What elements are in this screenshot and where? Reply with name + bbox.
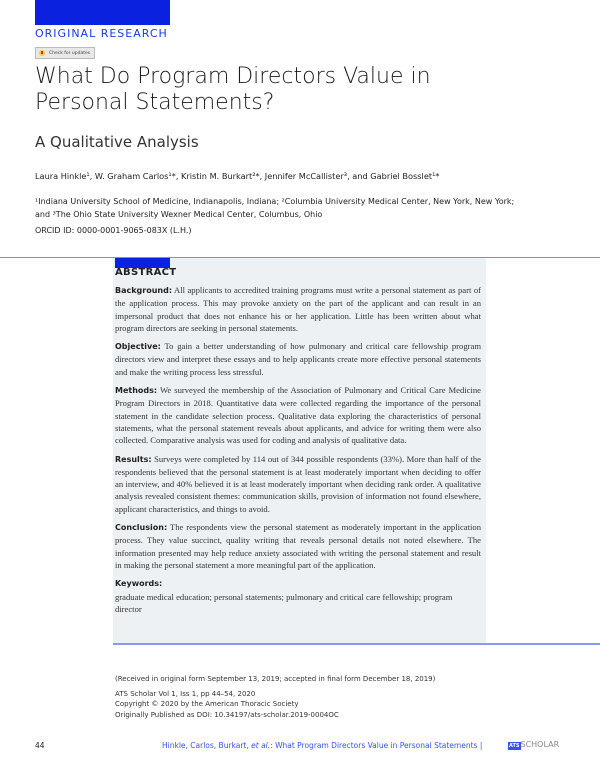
badge-label: Check for updates: [49, 51, 91, 56]
section-text: To gain a better understanding of how pulmonary and critical care fellowship program directors view and interpret these essays and to help applicants create more effective personal statements and make the writing process less stressful.: [115, 341, 481, 377]
affiliation-line: ¹Indiana University School of Medicine, Indianapolis, Indiana; ²Columbia University Medical Center, New York, New York;: [35, 197, 515, 206]
abstract-heading: ABSTRACT: [115, 267, 177, 278]
copyright: Copyright © 2020 by the American Thoracic Society: [115, 700, 299, 708]
abstract-background: [115, 284, 481, 334]
orcid-id: ORCID ID: 0000-0001-9065-083X (L.H.): [35, 226, 192, 235]
running-head-authors: Hinkle, Carlos, Burkart,: [162, 741, 252, 750]
abstract-body: [115, 284, 481, 621]
abstract-results: [115, 453, 481, 515]
received-dates: (Received in original form September 13, 2019; accepted in final form December 18, 2019): [115, 675, 436, 683]
article-subtitle: A Qualitative Analysis: [35, 133, 199, 151]
affiliations: [35, 195, 575, 221]
page-number: 44: [35, 741, 45, 750]
header-color-block: [35, 0, 170, 25]
citation: ATS Scholar Vol 1, Iss 1, pp 44–54, 2020: [115, 689, 256, 698]
title-line: What Do Program Directors Value in: [35, 64, 431, 89]
section-label: Conclusion:: [115, 523, 168, 533]
keywords-label: Keywords:: [115, 579, 163, 589]
section-text: Surveys were completed by 114 out of 344 possible respondents (33%). More than half of the respondents believed that the personal statement is at least moderately important when deciding to offer an interview, and 40% believed it is at least moderately important when deciding rank order. A qualitative analysis revealed consistent themes: communication skills, provision of information not found elsewhere, applicant characteristics, and things to avoid.: [115, 453, 481, 514]
divider: [113, 643, 600, 645]
logo-scholar: SCHOLAR: [520, 740, 560, 749]
abstract-keywords: [115, 577, 481, 615]
logo-ats: ATS: [509, 743, 520, 749]
abstract-methods: [115, 384, 481, 446]
section-label: Objective:: [115, 342, 161, 352]
affiliation-line: and ³The Ohio State University Wexner Medical Center, Columbus, Ohio: [35, 210, 323, 219]
crossmark-icon: [39, 50, 45, 56]
doi: Originally Published as DOI: 10.34197/ats-scholar.2019-0004OC: [115, 710, 339, 719]
title-line: Personal Statements?: [35, 90, 275, 115]
author-list: Laura Hinkle¹, W. Graham Carlos¹*, Kristin M. Burkart²*, Jennifer McCallister³, and Gabriel Bosslet¹*: [35, 171, 440, 181]
section-text: We surveyed the membership of the Association of Pulmonary and Critical Care Medicine Program Directors in 2018. Quantitative data were collected regarding the importance of the personal statement in the candidate selection process. Qualitative data exploring the characteristics of personal statements, what the personal statement reveals about applicants, and advice for writing them were also collected. Comparative analysis was used for coding and analysis of qualitative data.: [115, 385, 481, 446]
section-text: The respondents view the personal statement as moderately important in the application process. They value succinct, quality writing that reveals personal details not noted elsewhere. The information presented may help reduce anxiety associated with writing the personal statement and result in making the personal statement a more meaningful part of the application.: [115, 522, 481, 570]
article-info: [115, 674, 435, 720]
running-head-etal: et al.: [251, 741, 271, 750]
ats-scholar-logo: [508, 740, 559, 749]
section-label: Methods:: [115, 386, 158, 396]
section-label: Results:: [115, 454, 152, 464]
running-head-title: : What Program Directors Value in Personal Statements |: [270, 741, 483, 750]
section-label: Background:: [115, 286, 173, 295]
section-text: All applicants to accredited training programs must write a personal statement as part of the application process. This may provoke anxiety on the part of the applicant and can result in an impersonal product that does not enhance his or her application. Little has been written about what program directors are seeking in personal statements.: [115, 285, 481, 333]
abstract-objective: [115, 340, 481, 378]
article-title: [35, 64, 555, 116]
abstract-conclusion: [115, 521, 481, 571]
check-for-updates-button[interactable]: [35, 47, 95, 59]
section-label: ORIGINAL RESEARCH: [35, 27, 168, 40]
keywords-text: graduate medical education; personal statements; pulmonary and critical care fellowship; program director: [115, 591, 453, 614]
running-head: [162, 741, 482, 750]
